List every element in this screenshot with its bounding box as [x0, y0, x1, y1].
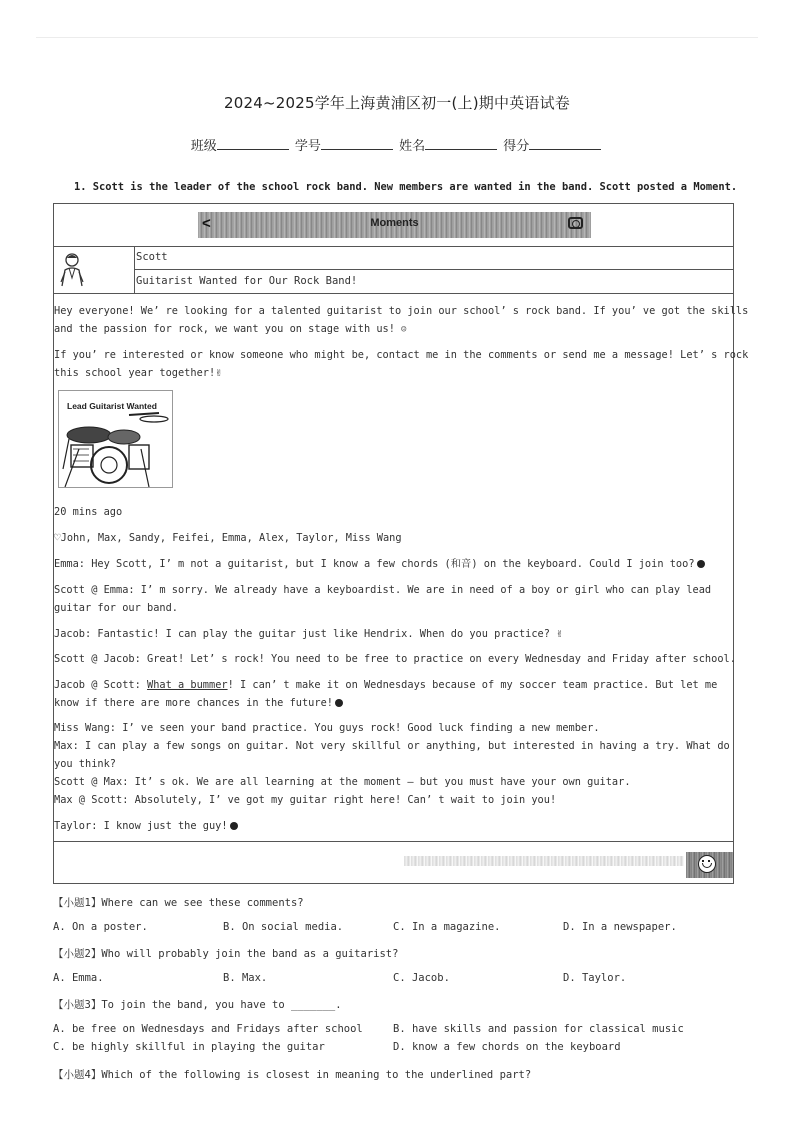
score-blank[interactable]	[529, 137, 601, 150]
grin-emoji-icon: ☺	[401, 325, 407, 335]
q2-option-d[interactable]: D. Taylor.	[563, 972, 627, 984]
lead-guitarist-poster-image[interactable]	[58, 390, 173, 488]
likes-row	[54, 529, 735, 547]
camera-icon[interactable]	[568, 217, 583, 229]
comment-input-field[interactable]	[404, 856, 684, 866]
smiley-icon[interactable]	[698, 855, 716, 873]
question-1-intro: 1. Scott is the leader of the school rock band. New members are wanted in the band. Scott posted a Moment.	[74, 181, 738, 193]
student-id-label: 学号	[294, 139, 321, 154]
sad-emoji-icon	[335, 699, 343, 707]
q2-option-a[interactable]: A. Emma.	[53, 972, 104, 984]
q1-option-d[interactable]: D. In a newspaper.	[563, 921, 677, 933]
comment-emma	[54, 555, 735, 573]
comment-scott-emma	[54, 581, 735, 617]
class-label: 班级	[190, 139, 217, 154]
moments-title: Moments	[370, 217, 419, 229]
heart-icon[interactable]: ♡	[54, 531, 61, 544]
class-blank[interactable]	[217, 137, 289, 150]
subquestion-4: 【小题4】Which of the following is closest in meaning to the underlined part?	[53, 1069, 532, 1081]
comment-max-line-1: Max: I can play a few songs on guitar. Not very skillful or anything, but interested in having a try. What do	[54, 740, 730, 752]
q1-option-b[interactable]: B. On social media.	[223, 921, 344, 933]
underlined-phrase: What a bummer	[147, 679, 228, 691]
time-ago: 20 mins ago	[54, 506, 123, 518]
post-body-1-line-1: Hey everyone! We’ re looking for a talented guitarist to join our school’ s rock band. If you’ ve got the skills	[54, 305, 749, 317]
moment-post-box	[53, 203, 749, 884]
subquestion-2: 【小题2】Who will probably join the band as a guitarist?	[53, 948, 399, 960]
person-avatar-icon	[57, 252, 87, 288]
likes-list: John, Max, Sandy, Feifei, Emma, Alex, Taylor, Miss Wang	[60, 532, 402, 544]
comment-miss-wang: Miss Wang: I’ ve seen your band practice. You guys rock! Good luck finding a new member.	[54, 722, 600, 734]
avatar	[54, 246, 135, 294]
rock-hand-icon: ✌	[556, 627, 563, 640]
comment-jacob-scott-suffix: ! I can’ t make it on Wednesdays because of my soccer team practice. But let me	[227, 679, 718, 691]
comment-max	[54, 737, 735, 773]
q2-option-c[interactable]: C. Jacob.	[393, 972, 450, 984]
q1-option-c[interactable]: C. In a magazine.	[393, 921, 501, 933]
comment-max-line-2: you think?	[54, 758, 116, 770]
score-label: 得分	[503, 139, 530, 154]
post-heading-cell	[135, 270, 733, 294]
drum-kit-icon	[59, 409, 172, 488]
q3-option-c[interactable]: C. be highly skillful in playing the guitar	[53, 1041, 325, 1053]
student-info-row	[0, 135, 794, 154]
q3-option-a[interactable]: A. be free on Wednesdays and Fridays after school	[53, 1023, 363, 1035]
post-body-1-line-2: and the passion for rock, we want you on stage with us!	[54, 323, 395, 335]
poster-name-cell	[135, 246, 733, 270]
comment-taylor	[54, 817, 735, 835]
comment-input-bar	[54, 841, 733, 884]
poster-name[interactable]: Scott	[136, 251, 168, 263]
q2-option-b[interactable]: B. Max.	[223, 972, 268, 984]
subquestion-3: 【小题3】To join the band, you have to _______.	[53, 999, 342, 1011]
comment-jacob-scott-prefix: Jacob @ Scott:	[54, 679, 147, 691]
q3-option-d[interactable]: D. know a few chords on the keyboard	[393, 1041, 621, 1053]
laugh-emoji-icon	[230, 822, 238, 830]
comment-scott-emma-line-1: Scott @ Emma: I’ m sorry. We already have a keyboardist. We are in need of a boy or girl who can play lead	[54, 584, 712, 596]
name-blank[interactable]	[425, 137, 497, 150]
post-body-1	[54, 302, 749, 339]
comment-emma-text: Emma: Hey Scott, I’ m not a guitarist, but I know a few chords (和音) on the keyboard. Could I join too?	[54, 558, 695, 570]
q3-option-b[interactable]: B. have skills and passion for classical music	[393, 1023, 684, 1035]
comment-jacob-scott-line-2-text: know if there are more chances in the future!	[54, 697, 333, 709]
comment-scott-emma-line-2: guitar for our band.	[54, 602, 178, 614]
moments-banner	[198, 212, 591, 238]
name-label: 姓名	[399, 139, 426, 154]
student-id-blank[interactable]	[321, 137, 393, 150]
page-title: 2024~2025学年上海黄浦区初一(上)期中英语试卷	[223, 94, 571, 112]
comment-jacob-scott-line-1	[54, 676, 735, 694]
rock-hand-icon: ✌	[215, 366, 222, 379]
smile-emoji-icon	[697, 560, 705, 568]
post-body-2-line-2: this school year together!	[54, 367, 216, 379]
post-heading: Guitarist Wanted for Our Rock Band!	[136, 275, 358, 287]
back-icon[interactable]: <	[202, 215, 211, 232]
comment-jacob-scott	[54, 676, 735, 712]
poster-image-title: Lead Guitarist Wanted	[67, 401, 157, 411]
top-divider	[36, 37, 758, 38]
comment-scott-max: Scott @ Max: It’ s ok. We are all learning at the moment — but you must have your own guitar.	[54, 776, 631, 788]
post-body-1-line-2-wrap	[54, 320, 735, 339]
comment-jacob-scott-line-2	[54, 694, 735, 712]
comment-taylor-text: Taylor: I know just the guy!	[54, 820, 228, 832]
post-body-2-line-1: If you’ re interested or know someone who might be, contact me in the comments or send me a message! Let’ s rock	[54, 349, 749, 361]
post-body-2	[54, 346, 749, 382]
comment-max-scott: Max @ Scott: Absolutely, I’ ve got my guitar right here! Can’ t wait to join you!	[54, 794, 557, 806]
subquestion-1: 【小题1】Where can we see these comments?	[53, 897, 304, 909]
post-body-2-line-2-wrap	[54, 364, 735, 382]
comment-scott-jacob: Scott @ Jacob: Great! Let’ s rock! You need to be free to practice on every Wednesday and Friday after school.	[54, 653, 736, 665]
comment-jacob-text: Jacob: Fantastic! I can play the guitar just like Hendrix. When do you practice?	[54, 628, 550, 640]
comment-jacob	[54, 625, 735, 643]
q1-option-a[interactable]: A. On a poster.	[53, 921, 148, 933]
moments-banner-row	[54, 204, 733, 247]
